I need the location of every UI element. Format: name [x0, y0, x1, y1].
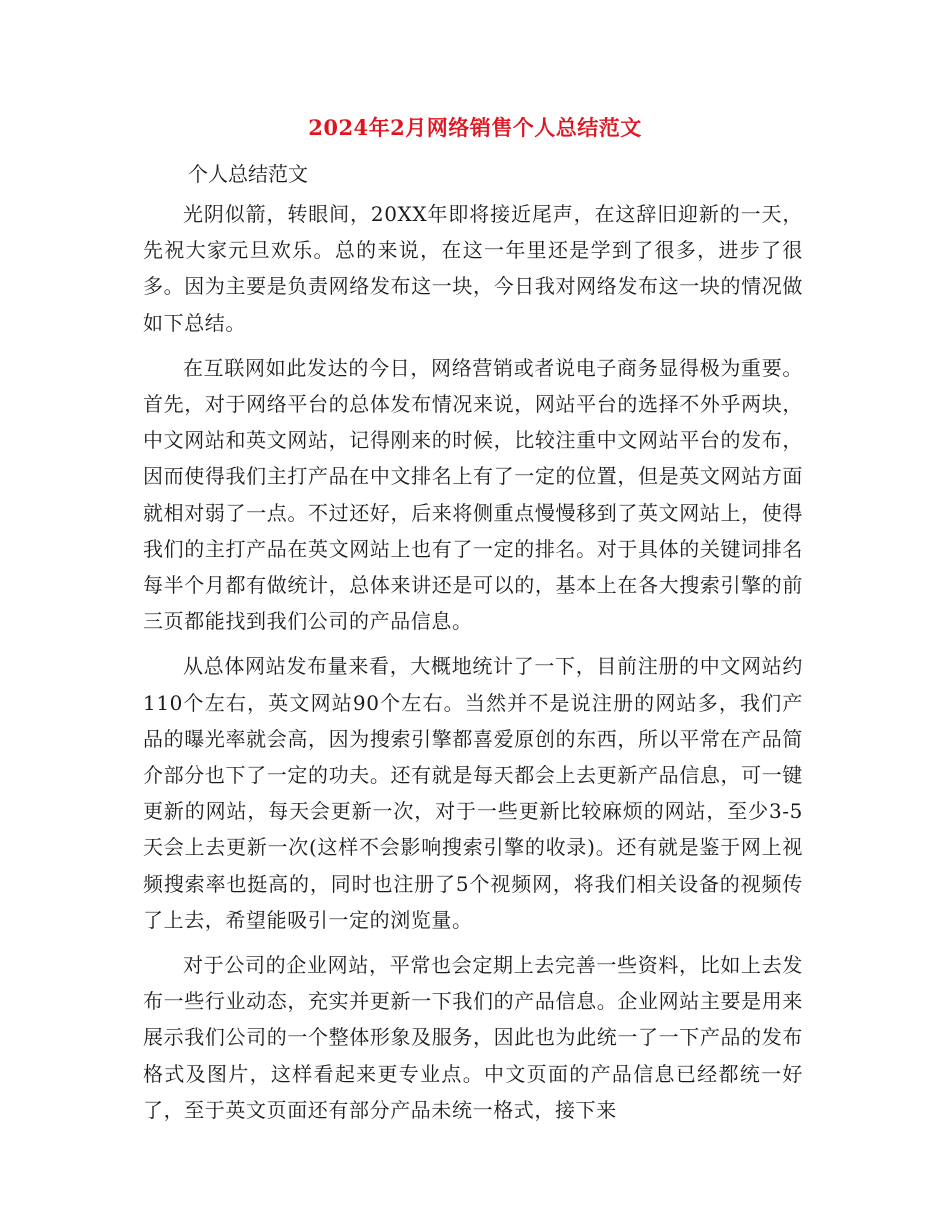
document-body: [143, 196, 803, 1137]
paragraph: 从总体网站发布量来看，大概地统计了一下，目前注册的中文网站约110个左右，英文网站90个左右。当然并不是说注册的网站多，我们产品的曝光率就会高，因为搜索引擎都喜爱原创的东西，所以平常在产品简介部分也下了一定的功夫。还有就是每天都会上去更新产品信息，可一键更新的网站，每天会更新一次，对于一些更新比较麻烦的网站，至少3-5天会上去更新一次(这样不会影响搜索引擎的收录)。还有就是鉴于网上视频搜索率也挺高的，同时也注册了5个视频网，将我们相关设备的视频传了上去，希望能吸引一定的浏览量。: [143, 654, 803, 932]
paragraph: 光阴似箭，转眼间，20XX年即将接近尾声，在这辞旧迎新的一天，先祝大家元旦欢乐。总的来说，在这一年里还是学到了很多，进步了很多。因为主要是负责网络发布这一块，今日我对网络发布这一块的情况做如下总结。: [143, 202, 803, 335]
paragraph: 对于公司的企业网站，平常也会定期上去完善一些资料，比如上去发布一些行业动态，充实并更新一下我们的产品信息。企业网站主要是用来展示我们公司的一个整体形象及服务，因此也为此统一了一下产品的发布格式及图片，这样看起来更专业点。中文页面的产品信息已经都统一好了，至于英文页面还有部分产品未统一格式，接下来: [143, 953, 803, 1122]
document-title: 2024年2月网络销售个人总结范文: [308, 115, 642, 140]
document-subtitle: 个人总结范文: [188, 162, 308, 186]
paragraph: 在互联网如此发达的今日，网络营销或者说电子商务显得极为重要。首先，对于网络平台的总体发布情况来说，网站平台的选择不外乎两块，中文网站和英文网站，记得刚来的时候，比较注重中文网站平台的发布，因而使得我们主打产品在中文排名上有了一定的位置，但是英文网站方面就相对弱了一点。不过还好，后来将侧重点慢慢移到了英文网站上，使得我们的主打产品在英文网站上也有了一定的排名。对于具体的关键词排名每半个月都有做统计，总体来讲还是可以的，基本上在各大搜索引擎的前三页都能找到我们公司的产品信息。: [143, 355, 803, 634]
